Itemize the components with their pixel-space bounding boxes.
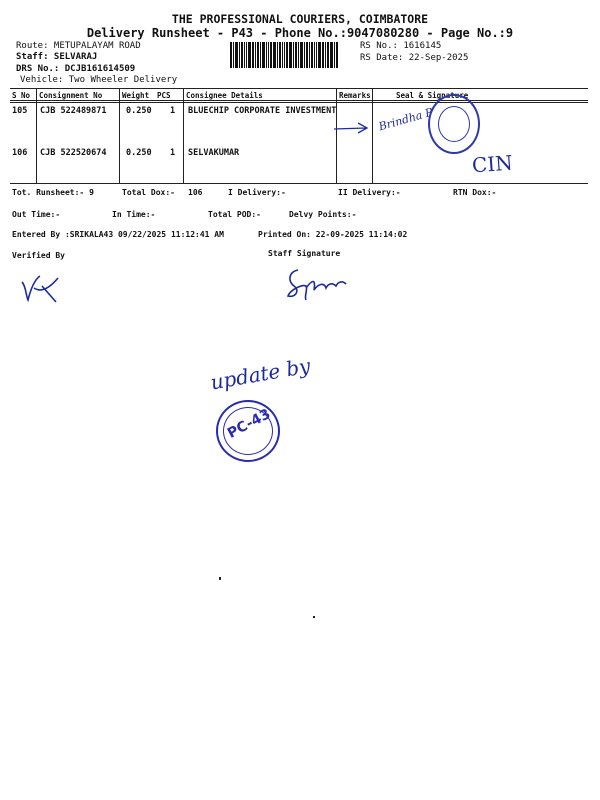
total-dox-value: 106 <box>188 188 203 197</box>
rs-date: RS Date: 22-Sep-2025 <box>360 53 469 63</box>
cin-handwriting: CIN <box>471 150 514 178</box>
pc43-stamp-text: PC-43 <box>224 406 274 442</box>
receiver-name-handwriting: Brindha P <box>377 105 435 134</box>
header-pcs: PCS <box>157 91 171 100</box>
row-pcs: 1 <box>170 106 176 116</box>
seal-stamp <box>428 94 480 154</box>
tot-runsheet: Tot. Runsheet:- 9 <box>12 188 94 197</box>
row-weight: 0.250 <box>126 148 152 158</box>
rtn-dox: RTN Dox:- <box>453 188 497 197</box>
row-consignment: CJB 522489871 <box>40 106 107 116</box>
staff-label: Staff: SELVARAJ <box>16 52 98 62</box>
drs-number: DRS No.: DCJB161614509 <box>16 64 136 74</box>
rs-number: RS No.: 1616145 <box>360 41 442 51</box>
out-time: Out Time:- <box>12 210 61 219</box>
company-name: THE PROFESSIONAL COURIERS, COIMBATORE <box>171 12 429 26</box>
row-consignee: BLUECHIP CORPORATE INVESTMENT <box>188 106 337 116</box>
entered-by: Entered By :SRIKALA43 09/22/2025 11:12:41 AM <box>12 230 224 239</box>
ii-delivery: II Delivery:- <box>338 188 401 197</box>
table-header-rule-2 <box>10 102 588 103</box>
header-seal: Seal & Signature <box>396 91 469 100</box>
col-divider <box>36 88 37 183</box>
header-remarks: Remarks <box>339 91 371 100</box>
header-consignee: Consignee Details <box>186 91 263 100</box>
table-header-rule <box>10 100 588 101</box>
staff-signature-label: Staff Signature <box>268 249 341 258</box>
barcode <box>230 42 356 68</box>
row-weight: 0.250 <box>126 106 152 116</box>
vehicle-label: Vehicle: Two Wheeler Delivery <box>20 75 178 85</box>
col-divider <box>119 88 120 183</box>
total-dox-label: Total Dox:- <box>122 188 175 197</box>
row-pcs: 1 <box>170 148 176 158</box>
update-by-handwriting: update by <box>208 353 313 395</box>
stray-mark <box>219 577 221 580</box>
total-pod: Total POD:- <box>208 210 261 219</box>
route-label: Route: METUPALAYAM ROAD <box>16 41 141 51</box>
col-divider <box>183 88 184 183</box>
header-consignment: Consignment No <box>39 91 103 100</box>
in-time: In Time:- <box>112 210 156 219</box>
delvy-points: Delvy Points:- <box>289 210 357 219</box>
i-delivery: I Delivery:- <box>228 188 286 197</box>
printed-on: Printed On: 22-09-2025 11:14:02 <box>258 230 408 239</box>
runsheet-title: Delivery Runsheet - P43 - Phone No.:9047080280 - Page No.:9 <box>86 26 514 40</box>
pc43-stamp <box>216 400 280 462</box>
col-divider <box>372 88 373 183</box>
header-sno: S No <box>12 91 31 100</box>
row-sno: 105 <box>12 106 28 116</box>
row-sno: 106 <box>12 148 28 158</box>
row-consignment: CJB 522520674 <box>40 148 107 158</box>
row-consignee: SELVAKUMAR <box>188 148 240 158</box>
header-weight: Weight <box>122 91 150 100</box>
staff-signature <box>280 262 350 304</box>
table-bottom-rule <box>10 183 588 184</box>
stray-mark <box>313 616 315 618</box>
verified-by-label: Verified By <box>12 251 65 260</box>
arrow-icon <box>332 120 372 136</box>
verified-signature <box>18 268 64 304</box>
table-top-rule <box>10 88 588 89</box>
